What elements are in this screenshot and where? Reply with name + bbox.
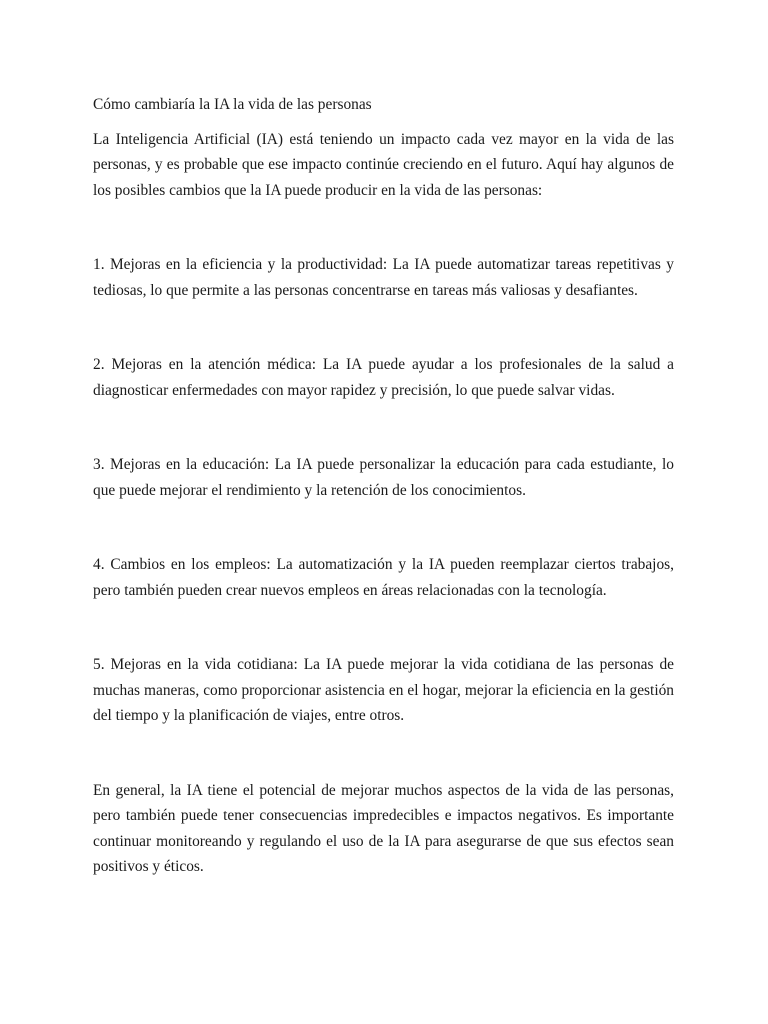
list-item-5: 5. Mejoras en la vida cotidiana: La IA puede mejorar la vida cotidiana de las personas de muchas maneras, como proporcionar asistencia en el hogar, mejorar la eficiencia en la gestión del tiempo y la planificación de viajes, entre otros. — [93, 656, 674, 724]
list-item-3: 3. Mejoras en la educación: La IA puede personalizar la educación para cada estudiante, lo que puede mejorar el rendimiento y la retención de los conocimientos. — [93, 456, 674, 499]
document-body — [93, 92, 674, 880]
list-item-1: 1. Mejoras en la eficiencia y la productividad: La IA puede automatizar tareas repetitivas y tediosas, lo que permite a las personas concentrarse en tareas más valiosas y desafiantes. — [93, 256, 674, 299]
conclusion-paragraph: En general, la IA tiene el potencial de mejorar muchos aspectos de la vida de las personas, pero también puede tener consecuencias impredecibles e impactos negativos. Es importante continuar monitoreando y regulando el uso de la IA para asegurarse de que sus efectos sean positivos y éticos. — [93, 781, 674, 875]
list-item-4: 4. Cambios en los empleos: La automatización y la IA pueden reemplazar ciertos trabajos, pero también pueden crear nuevos empleos en áreas relacionadas con la tecnología. — [93, 556, 674, 599]
list-item-2: 2. Mejoras en la atención médica: La IA puede ayudar a los profesionales de la salud a diagnosticar enfermedades con mayor rapidez y precisión, lo que puede salvar vidas. — [93, 356, 674, 399]
document-title: Cómo cambiaría la IA la vida de las personas — [93, 96, 372, 113]
intro-paragraph: La Inteligencia Artificial (IA) está teniendo un impacto cada vez mayor en la vida de las personas, y es probable que ese impacto continúe creciendo en el futuro. Aquí hay algunos de los posibles cambios que la IA puede producir en la vida de las personas: — [93, 130, 674, 199]
